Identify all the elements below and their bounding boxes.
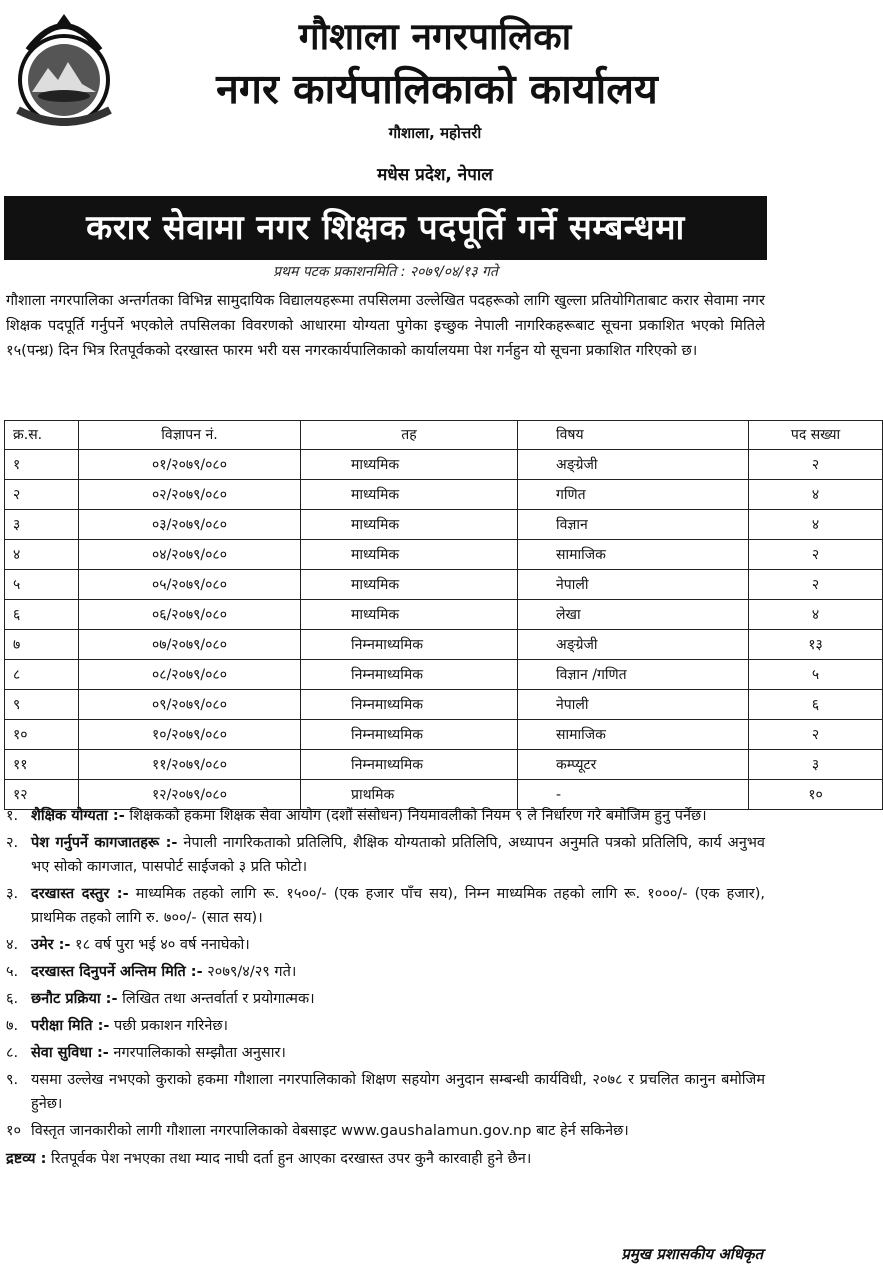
- post-count-cell: १०: [749, 780, 883, 810]
- level-cell: माध्यमिक: [301, 510, 518, 540]
- publication-date: प्रथम पटक प्रकाशनमिति : २०७९/०४/१३ गते: [273, 264, 498, 280]
- note-item: [6, 987, 765, 1011]
- post-count-cell: ३: [749, 750, 883, 780]
- notice-title-banner: करार सेवामा नगर शिक्षक पदपूर्ति गर्ने सम्बन्धमा: [4, 196, 767, 260]
- post-count-cell: २: [749, 450, 883, 480]
- note-number: ३.: [6, 886, 19, 902]
- table-row: [5, 540, 883, 570]
- ad-number-cell: ०५/२०७९/०८०: [79, 570, 301, 600]
- note-number: ७.: [6, 1018, 19, 1034]
- note-body: [31, 960, 765, 984]
- note-text: २०७९/४/२९ गते।: [202, 964, 297, 980]
- note-body: [31, 1119, 765, 1143]
- note-body: [31, 1068, 765, 1116]
- table-row: [5, 570, 883, 600]
- remark-title: द्रष्टव्य :: [6, 1151, 47, 1167]
- ad-number-cell: ०२/२०७९/०८०: [79, 480, 301, 510]
- ad-number-cell: १०/२०७९/०८०: [79, 720, 301, 750]
- serial-cell: ३: [5, 510, 79, 540]
- subject-cell: गणित: [518, 480, 749, 510]
- ad-number-cell: ०६/२०७९/०८०: [79, 600, 301, 630]
- note-text: शिक्षकको हकमा शिक्षक सेवा आयोग (दशौं संसोधन) नियमावलीको नियम ९ ले निर्धारण गरे बमोजिम हुनु पर्नेछ।: [124, 808, 707, 824]
- note-item: [6, 1014, 765, 1038]
- serial-cell: ४: [5, 540, 79, 570]
- note-body: [31, 1014, 765, 1038]
- level-cell: निम्नमाध्यमिक: [301, 660, 518, 690]
- col-header-serial: क्र.स.: [5, 421, 79, 450]
- intro-paragraph: गौशाला नगरपालिका अन्तर्गतका विभिन्न सामुदायिक विद्यालयहरूमा तपसिलमा उल्लेखित पदहरूको लागि खुल्ला प्रतियोगिताबाट करार सेवामा नगर शिक्षक पदपूर्ति गर्नुपर्ने भएकोले तपसिलका विवरणको आधारमा योग्यता पुगेका इच्छुक नेपाली नागरिकहरूबाट सूचना प्रकाशित भएको मितिले १५(पन्ध्र) दिन भित्र रितपूर्वकको दरखास्त फारम भरी यस नगरकार्यपालिकाको कार्यालयमा पेश गर्नहुन यो सूचना प्रकाशित गरिएको छ।: [6, 292, 765, 359]
- note-body: [31, 804, 765, 828]
- notes-section: [6, 804, 765, 1171]
- serial-cell: ८: [5, 660, 79, 690]
- col-header-subject: विषय: [518, 421, 749, 450]
- note-item: [6, 831, 765, 879]
- serial-cell: २: [5, 480, 79, 510]
- note-item: [6, 933, 765, 957]
- level-cell: निम्नमाध्यमिक: [301, 720, 518, 750]
- note-number: २.: [6, 835, 19, 851]
- col-header-ad-number: विज्ञापन नं.: [79, 421, 301, 450]
- post-count-cell: २: [749, 540, 883, 570]
- level-cell: माध्यमिक: [301, 450, 518, 480]
- note-body: [31, 831, 765, 879]
- level-cell: निम्नमाध्यमिक: [301, 630, 518, 660]
- note-text: पछी प्रकाशन गरिनेछ।: [109, 1018, 229, 1034]
- note-text: माध्यमिक तहको लागि रू. १५००/- (एक हजार पाँच सय), निम्न माध्यमिक तहको लागि रू. १०००/- (एक हजार), प्राथमिक तहको लागि रु. ७००/- (सात सय)।: [31, 886, 765, 926]
- subject-cell: -: [518, 780, 749, 810]
- signature-title: प्रमुख प्रशासकीय अधिकृत: [621, 1245, 763, 1263]
- level-cell: माध्यमिक: [301, 540, 518, 570]
- col-header-post-count: पद सख्या: [749, 421, 883, 450]
- subject-cell: लेखा: [518, 600, 749, 630]
- serial-cell: ७: [5, 630, 79, 660]
- serial-cell: ६: [5, 600, 79, 630]
- table-row: [5, 630, 883, 660]
- ad-number-cell: १२/२०७९/०८०: [79, 780, 301, 810]
- table-header-row: [5, 421, 883, 450]
- serial-cell: ५: [5, 570, 79, 600]
- note-title: छनौट प्रक्रिया :-: [31, 991, 118, 1007]
- level-cell: प्राथमिक: [301, 780, 518, 810]
- remark-note: [6, 1147, 765, 1171]
- table-row: [5, 450, 883, 480]
- note-text: नेपाली नागरिकताको प्रतिलिपि, शैक्षिक योग्यताको प्रतिलिपि, अध्यापन अनुमति पत्रको प्रतिलिपि, कार्य अनुभव भए सोको कागजात, पासपोर्ट साईजको ३ प्रति फोटो।: [31, 835, 765, 875]
- post-count-cell: २: [749, 570, 883, 600]
- note-title: सेवा सुविधा :-: [31, 1045, 109, 1061]
- remark-text: रितपूर्वक पेश नभएका तथा म्याद नाघी दर्ता हुन आएका दरखास्त उपर कुनै कारवाही हुने छैन।: [46, 1151, 532, 1167]
- post-count-cell: ५: [749, 660, 883, 690]
- subject-cell: विज्ञान /गणित: [518, 660, 749, 690]
- note-text: विस्तृत जानकारीको लागी गौशाला नगरपालिकाको वेबसाइट www.gaushalamun.gov.np बाट हेर्न सकिनेछ।: [31, 1123, 629, 1139]
- table-row: [5, 510, 883, 540]
- note-number: १०: [6, 1123, 22, 1139]
- note-number: ९.: [6, 1072, 19, 1088]
- ad-number-cell: ०८/२०७९/०८०: [79, 660, 301, 690]
- note-title: दरखास्त दस्तुर :-: [31, 886, 129, 902]
- subject-cell: विज्ञान: [518, 510, 749, 540]
- table-row: [5, 750, 883, 780]
- office-name: नगर कार्यपालिकाको कार्यालय: [216, 65, 658, 113]
- note-item: [6, 804, 765, 828]
- serial-cell: १२: [5, 780, 79, 810]
- note-number: ८.: [6, 1045, 19, 1061]
- note-title: शैक्षिक योग्यता :-: [31, 808, 125, 824]
- nepal-government-emblem-icon: [8, 10, 120, 128]
- note-title: उमेर :-: [31, 937, 71, 953]
- note-body: [31, 987, 765, 1011]
- note-title: पेश गर्नुपर्ने कागजातहरू :-: [31, 835, 178, 851]
- level-cell: माध्यमिक: [301, 600, 518, 630]
- subject-cell: सामाजिक: [518, 540, 749, 570]
- subject-cell: कम्प्यूटर: [518, 750, 749, 780]
- post-count-cell: ४: [749, 600, 883, 630]
- province-country: मधेस प्रदेश, नेपाल: [377, 165, 493, 185]
- note-title: परीक्षा मिति :-: [31, 1018, 110, 1034]
- note-title: दरखास्त दिनुपर्ने अन्तिम मिति :-: [31, 964, 203, 980]
- note-text: नगरपालिकाको सम्झौता अनुसार।: [108, 1045, 286, 1061]
- post-count-cell: १३: [749, 630, 883, 660]
- subject-cell: नेपाली: [518, 690, 749, 720]
- note-text: लिखित तथा अन्तर्वार्ता र प्रयोगात्मक।: [117, 991, 315, 1007]
- note-number: ६.: [6, 991, 19, 1007]
- note-number: १.: [6, 808, 19, 824]
- table-row: [5, 480, 883, 510]
- ad-number-cell: ११/२०७९/०८०: [79, 750, 301, 780]
- table-row: [5, 720, 883, 750]
- office-location: गौशाला, महोत्तरी: [388, 124, 482, 142]
- note-item: [6, 1119, 765, 1143]
- ad-number-cell: ०४/२०७९/०८०: [79, 540, 301, 570]
- level-cell: निम्नमाध्यमिक: [301, 690, 518, 720]
- post-count-cell: २: [749, 720, 883, 750]
- serial-cell: ९: [5, 690, 79, 720]
- ad-number-cell: ०७/२०७९/०८०: [79, 630, 301, 660]
- note-body: [31, 882, 765, 930]
- post-count-cell: ४: [749, 480, 883, 510]
- note-text: यसमा उल्लेख नभएको कुराको हकमा गौशाला नगरपालिकाको शिक्षण सहयोग अनुदान सम्बन्धी कार्यविधी, २०७८ र प्रचलित कानुन बमोजिम हुनेछ।: [31, 1072, 765, 1112]
- post-count-cell: ४: [749, 510, 883, 540]
- table-row: [5, 600, 883, 630]
- note-body: [31, 1041, 765, 1065]
- note-body: [31, 933, 765, 957]
- table-row: [5, 660, 883, 690]
- serial-cell: १०: [5, 720, 79, 750]
- ad-number-cell: ०१/२०७९/०८०: [79, 450, 301, 480]
- serial-cell: १: [5, 450, 79, 480]
- ad-number-cell: ०३/२०७९/०८०: [79, 510, 301, 540]
- note-number: ५.: [6, 964, 19, 980]
- subject-cell: नेपाली: [518, 570, 749, 600]
- subject-cell: अङ्ग्रेजी: [518, 450, 749, 480]
- note-text: १८ वर्ष पुरा भई ४० वर्ष ननाघेको।: [70, 937, 250, 953]
- subject-cell: सामाजिक: [518, 720, 749, 750]
- level-cell: निम्नमाध्यमिक: [301, 750, 518, 780]
- municipality-name: गौशाला नगरपालिका: [298, 14, 572, 58]
- subject-cell: अङ्ग्रेजी: [518, 630, 749, 660]
- serial-cell: ११: [5, 750, 79, 780]
- note-item: [6, 882, 765, 930]
- note-item: [6, 960, 765, 984]
- ad-number-cell: ०९/२०७९/०८०: [79, 690, 301, 720]
- post-count-cell: ६: [749, 690, 883, 720]
- note-item: [6, 1041, 765, 1065]
- table-row: [5, 690, 883, 720]
- level-cell: माध्यमिक: [301, 570, 518, 600]
- vacancy-table: [4, 420, 883, 810]
- col-header-level: तह: [301, 421, 518, 450]
- note-item: [6, 1068, 765, 1116]
- level-cell: माध्यमिक: [301, 480, 518, 510]
- note-number: ४.: [6, 937, 19, 953]
